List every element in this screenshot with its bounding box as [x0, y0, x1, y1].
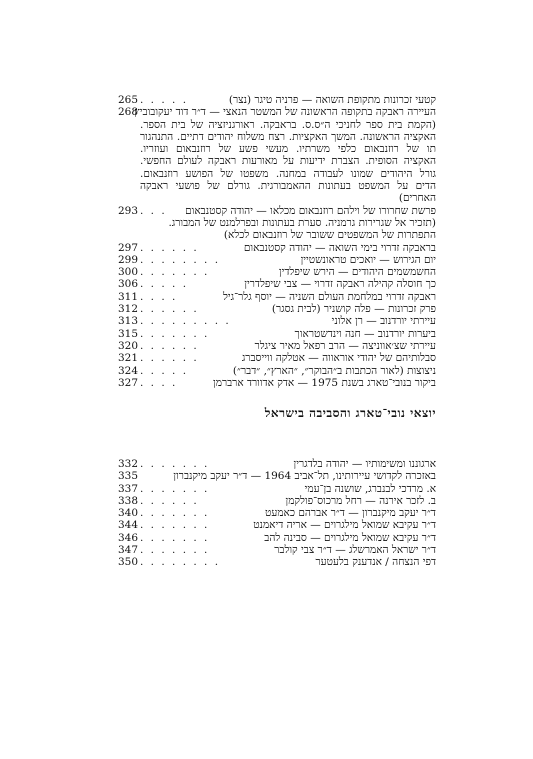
page-number: 321	[118, 352, 139, 365]
entry-line: (הקמת בית ספר לחניכי ה״ס.ס. בראבקה. ראורגניזציה של בית הספר.	[140, 118, 436, 131]
entry-text	[209, 507, 436, 519]
toc-entry	[118, 340, 436, 352]
leader-dots: . . . . . .	[140, 352, 199, 365]
entry-text	[204, 495, 436, 507]
toc-entry	[118, 278, 436, 290]
entry-text	[168, 204, 436, 242]
entry-line: ב. לזכר אירנה — רחל מרכוס־פולקמן	[285, 494, 436, 507]
entry-text	[209, 328, 436, 340]
page-number: 337	[118, 482, 139, 495]
page-number: 297	[118, 241, 139, 254]
entry-line: הדים על המשפט בעתונות ההאמבורגית. גורלם של פושעי ראבקה	[140, 180, 436, 193]
page-number: 347	[118, 544, 139, 557]
entry-line: ארגוננו ומשימותיו — יהודה בלדגרין	[293, 458, 436, 470]
leader-dots: . . . . . . .	[140, 458, 210, 470]
toc-entry	[118, 291, 436, 303]
page-number: 324	[118, 364, 139, 377]
toc-entry	[118, 106, 436, 204]
leader-dots: . . . . .	[140, 94, 189, 106]
entry-line: ראבקה זדרוי במלחמת העולם השניה — יוסף גלר־גיל	[222, 290, 436, 303]
entry-line: ד״ר עקיבא שמואל מילגרוים — סבינה להב	[264, 531, 436, 544]
entry-text	[209, 458, 436, 470]
toc-entry	[118, 352, 436, 364]
entry-line: דפי הנצחה / אנדענק בלעטער	[315, 556, 436, 569]
entry-line: תו של רוזנבאום כלפי משרתיו. מעשי פשע של רוזנבאום ועוזריו.	[140, 143, 436, 156]
leader-dots: . . . . .	[140, 364, 189, 377]
page-number: 300	[118, 266, 139, 279]
page-number: 293	[118, 204, 139, 217]
entry-line: באזכרה לקדושי עיירותינו, תל־אביב 1964 — ד״ר יעקב מיקנברון	[173, 470, 436, 483]
toc-entry	[118, 483, 436, 495]
page-number: 346	[118, 531, 139, 544]
entry-text	[204, 242, 436, 254]
entry-line: התפתרות של המשפטים ששובר של רוזנבאום לכלא)	[223, 229, 436, 242]
entry-line: האקציה הראשונה. המשך האקציות. רצח משלוח יהודים דתיים. התנהגור	[140, 130, 436, 143]
toc-entry	[118, 377, 436, 389]
entry-text	[204, 94, 436, 106]
section-heading: יוצאי נובי־טארג והסביבה בישראל	[264, 406, 436, 420]
entry-text	[204, 352, 436, 364]
page-number: 344	[118, 519, 139, 532]
leader-dots: . . . . . . . . .	[140, 315, 231, 328]
entry-text	[204, 365, 436, 377]
leader-dots: . . . . . . . .	[140, 253, 221, 266]
page-number: 332	[118, 458, 139, 470]
entry-text	[209, 266, 436, 278]
page-number: 327	[118, 376, 139, 389]
entry-text	[209, 519, 436, 531]
entry-line: ביקור בנובי־טארג בשנת 1975 — אדק אדוורד ארברמן	[213, 376, 436, 389]
entry-text	[204, 291, 436, 303]
entry-line: האחרים)	[398, 192, 436, 205]
entry-text	[140, 470, 436, 482]
leader-dots: . . . . . . . .	[140, 556, 221, 569]
leader-dots: . . . . . . .	[140, 482, 210, 495]
page-number: 335	[118, 470, 139, 483]
toc-entry	[118, 544, 436, 556]
toc-entry	[118, 303, 436, 315]
toc-entry	[118, 242, 436, 254]
leader-dots: . . . .	[140, 290, 178, 303]
toc-entry	[118, 532, 436, 544]
page-number: 268	[118, 106, 139, 119]
leader-dots: . . . . . . .	[140, 266, 210, 279]
leader-dots: . . .	[140, 204, 167, 217]
page-number: 320	[118, 339, 139, 352]
entry-line: עיירתי יורדנוב — רן אלוני	[331, 315, 436, 328]
entry-line: א. מרדכי לבנברג, שושנה בן־עמי	[304, 482, 436, 495]
entry-line: גורל היהודים שמונו לעבודה במחנה. משפטו של הפושע רוזנבאום.	[140, 167, 436, 180]
leader-dots: . . . . . . .	[140, 544, 210, 557]
page-number: 313	[118, 315, 139, 328]
page-number: 350	[118, 556, 139, 569]
leader-dots: . . . . . . .	[140, 531, 210, 544]
entry-text	[231, 315, 436, 327]
entry-line: העיירה ראבקה בתקופה הראשונה של המשטר הנאצי — ד״ר דוד יעקובוביץ	[134, 106, 436, 119]
page-number: 311	[118, 290, 139, 303]
entry-text	[220, 556, 436, 568]
entry-line: ניצוצות (לאור הכתבות ב״הבוקר״, ״הארץ״, ״דבר״)	[232, 364, 436, 377]
entry-line: סבלותיהם של יהודי אוראווה — אטלקה ווייסברג	[241, 352, 436, 365]
leader-dots: . . . . . .	[140, 241, 199, 254]
entry-line: ד״ר יעקב מיקנברון — ד״ר אברהם כאמעט	[265, 507, 436, 520]
page-number: 312	[118, 303, 139, 316]
leader-dots: . . . . . .	[140, 339, 199, 352]
entry-line: עיירתי שצ׳אווניצה — הרב רפאל מאיר ציגלר	[254, 339, 436, 352]
entry-line: ד״ר עקיבא שמואל מילגרוים — אריה דיאמנט	[253, 519, 436, 532]
entry-line: ביערות יורדנוב — חנה וינדשטראוך	[294, 327, 436, 340]
page-number: 265	[118, 94, 139, 106]
entry-text	[204, 278, 436, 290]
entry-text	[209, 532, 436, 544]
entry-line: יום הגירוש — יואכים טראונשטיין	[300, 253, 436, 266]
toc-entry	[118, 458, 436, 470]
toc-entry	[118, 266, 436, 278]
page-number: 315	[118, 327, 139, 340]
leader-dots: . . . . . . .	[140, 519, 210, 532]
toc-list-upper	[118, 94, 436, 389]
leader-dots: . . . .	[140, 376, 178, 389]
entry-line: האקציה הסופית. הצברת ידיעות על מאורעות ראבקה לעולם החפשי.	[140, 155, 436, 168]
page-number: 338	[118, 494, 139, 507]
leader-dots: . . . . . .	[140, 303, 199, 316]
toc-entry	[118, 254, 436, 266]
toc-entry	[118, 205, 436, 242]
toc-entry	[118, 495, 436, 507]
entry-line: (תזכיר אל שגרירות גרמניה. סערת בעתונות ובפרלמנט של המבורג.	[168, 216, 436, 229]
leader-dots: . . . . . .	[140, 494, 199, 507]
toc-entry	[118, 519, 436, 531]
toc-entry	[118, 470, 436, 482]
entry-text	[204, 377, 436, 389]
entry-text	[209, 483, 436, 495]
page-number: 306	[118, 278, 139, 291]
leader-dots: . . . . . . .	[140, 507, 210, 520]
entry-line: כך חוסלה קהילה ראבקה זדרוי — צבי שיפלדרין	[244, 278, 436, 291]
page-number: 299	[118, 253, 139, 266]
leader-dots: . . . . . . .	[140, 327, 210, 340]
entry-text	[209, 544, 436, 556]
entry-line: ד״ר ישראל האמרשלג — ד״ר צבי קולבר	[274, 544, 436, 557]
entry-line: בראבקה זדרוי בימי השואה — יהודה קסטנבאום	[243, 241, 436, 254]
entry-line: פרק זכרונות — פלה קושניר (לבית גסגר)	[271, 303, 436, 316]
entry-line: פרשת שחרורו של וילהם רוזנבאום מכלאו — יהודה קסטנבאום	[185, 204, 436, 217]
toc-entry	[118, 315, 436, 327]
leader-dots: . . . . .	[140, 278, 189, 291]
entry-text	[204, 340, 436, 352]
toc-entry	[118, 328, 436, 340]
entry-line: קטעי זכרונות מתקופת השואה — פרניה טיגר (נצר)	[228, 94, 436, 106]
toc-entry	[118, 556, 436, 568]
toc-entry	[118, 94, 436, 106]
toc-list-lower	[118, 458, 436, 569]
toc-entry	[118, 365, 436, 377]
entry-text	[134, 106, 436, 205]
entry-text	[220, 254, 436, 266]
entry-text	[204, 303, 436, 315]
entry-line: החשמשמים היהודים — הירש שיפלדין	[278, 266, 436, 279]
page-number: 340	[118, 507, 139, 520]
toc-entry	[118, 507, 436, 519]
